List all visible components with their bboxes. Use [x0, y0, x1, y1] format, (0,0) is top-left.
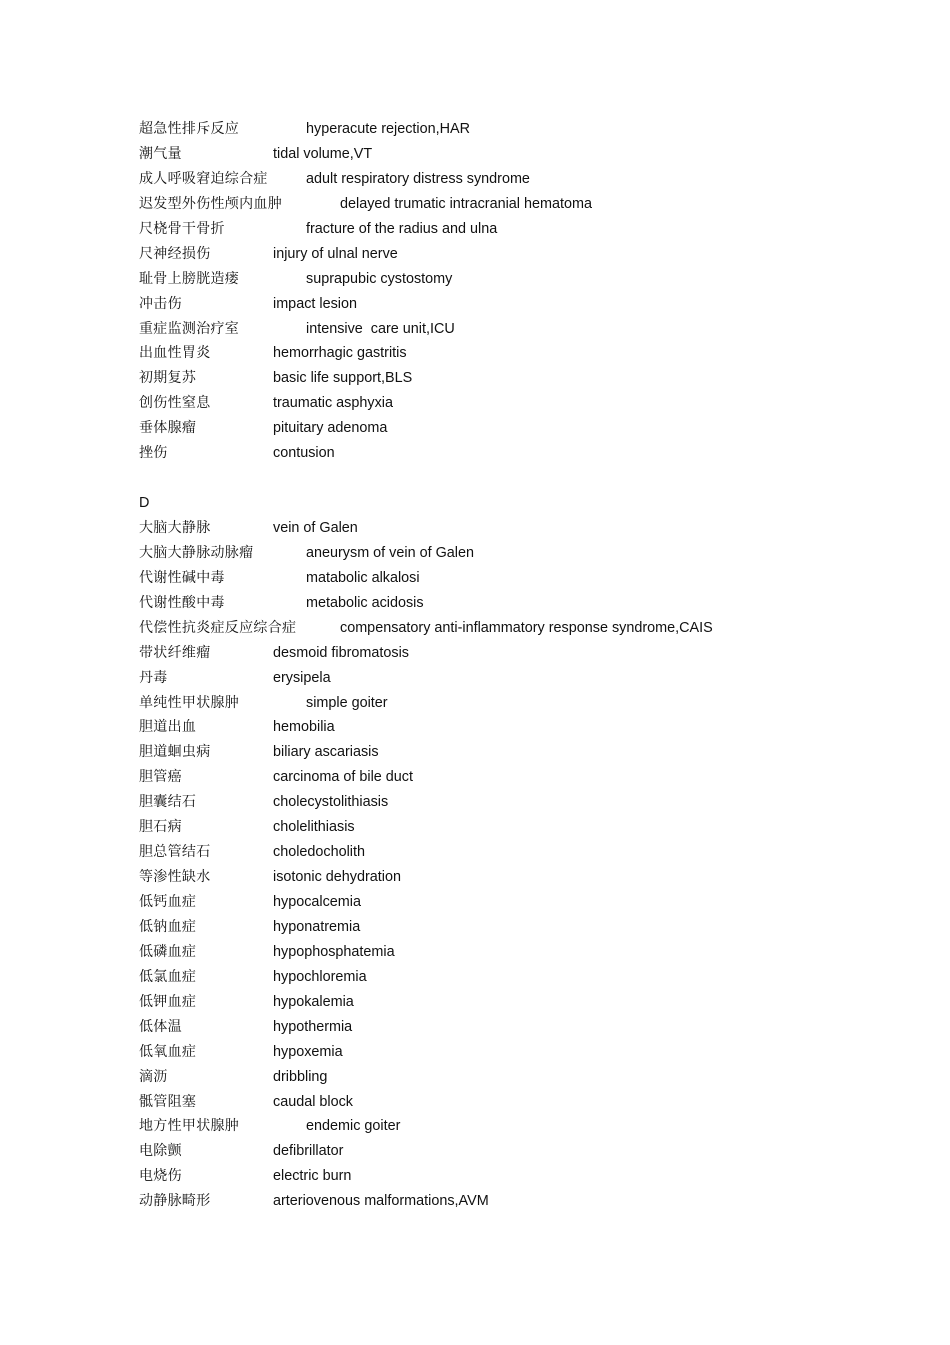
english-term: hypochloremia: [273, 968, 367, 985]
english-term: desmoid fibromatosis: [273, 644, 409, 661]
english-term: hypophosphatemia: [273, 943, 395, 960]
chinese-term: 胆囊结石: [139, 794, 197, 811]
english-term: tidal volume,VT: [273, 145, 373, 162]
glossary-entry: [139, 1114, 839, 1139]
glossary-entry: [139, 341, 839, 366]
english-term: caudal block: [273, 1093, 353, 1110]
english-term: arteriovenous malformations,AVM: [273, 1193, 489, 1210]
english-term: hyperacute rejection,HAR: [306, 121, 470, 137]
english-term: delayed trumatic intracranial hematoma: [340, 195, 592, 212]
chinese-term: 尺桡骨干骨折: [139, 220, 225, 237]
english-term: electric burn: [273, 1168, 352, 1185]
chinese-term: 胆道蛔虫病: [139, 744, 211, 761]
glossary-entry: [139, 167, 839, 192]
glossary-entry: [139, 940, 839, 965]
glossary-entry: [139, 790, 839, 815]
english-term: defibrillator: [273, 1143, 344, 1160]
glossary-entry: [139, 192, 839, 217]
glossary-entry: [139, 691, 839, 716]
english-term: hyponatremia: [273, 918, 361, 935]
glossary-entry: [139, 416, 839, 441]
chinese-term: 骶管阻塞: [139, 1093, 197, 1110]
chinese-term: 滴沥: [139, 1068, 168, 1085]
glossary-entry: [139, 267, 839, 292]
glossary-entry: [139, 666, 839, 691]
chinese-term: 低体温: [139, 1018, 182, 1035]
glossary-entry: [139, 242, 839, 267]
glossary-entry: [139, 1164, 839, 1189]
chinese-term: 重症监测治疗室: [139, 320, 240, 337]
chinese-term: 带状纤维瘤: [139, 644, 211, 661]
glossary-entry: [139, 1090, 839, 1115]
english-term: choledocholith: [273, 844, 366, 861]
glossary-entry: [139, 391, 839, 416]
english-term: matabolic alkalosi: [306, 569, 420, 586]
chinese-term: 胆道出血: [139, 719, 197, 736]
glossary-entry: [139, 1065, 839, 1090]
english-term: erysipela: [273, 669, 331, 686]
english-term: compensatory anti-inflammatory response syndrome,CAIS: [340, 619, 713, 636]
glossary-entry: [139, 890, 839, 915]
glossary-entry: [139, 990, 839, 1015]
glossary-entry: [139, 765, 839, 790]
chinese-term: 低氯血症: [139, 968, 197, 985]
glossary-section-d: [139, 491, 839, 1214]
chinese-term: 冲击伤: [139, 295, 182, 312]
english-term: fracture of the radius and ulna: [306, 220, 498, 237]
glossary-entry: [139, 840, 839, 865]
english-term: aneurysm of vein of Galen: [306, 544, 474, 561]
chinese-term: 动静脉畸形: [139, 1193, 211, 1210]
glossary-section-c: [139, 117, 839, 466]
chinese-term: 低氧血症: [139, 1043, 197, 1060]
glossary-entry: [139, 317, 839, 342]
chinese-term: 低钙血症: [139, 894, 197, 910]
english-term: hypothermia: [273, 1018, 353, 1035]
english-term: suprapubic cystostomy: [306, 270, 453, 287]
chinese-term: 胆总管结石: [139, 844, 211, 861]
chinese-term: 等渗性缺水: [139, 869, 211, 886]
english-term: hypokalemia: [273, 993, 354, 1010]
glossary-entry: [139, 965, 839, 990]
chinese-term: 地方性甲状腺肿: [139, 1118, 240, 1135]
english-term: vein of Galen: [273, 519, 358, 536]
chinese-term: 单纯性甲状腺肿: [139, 694, 240, 711]
english-term: cholelithiasis: [273, 819, 355, 836]
glossary-entry: [139, 740, 839, 765]
glossary-entry: [139, 915, 839, 940]
chinese-term: 尺神经损伤: [139, 245, 211, 262]
chinese-term: 丹毒: [139, 669, 168, 686]
glossary-entry: [139, 1015, 839, 1040]
english-term: cholecystolithiasis: [273, 794, 389, 811]
glossary-entry: [139, 616, 839, 641]
chinese-term: 电除颤: [139, 1143, 182, 1160]
english-term: hemorrhagic gastritis: [273, 345, 407, 362]
english-term: intensive care unit,ICU: [306, 320, 455, 337]
glossary-entry: [139, 541, 839, 566]
chinese-term: 迟发型外伤性颅内血肿: [139, 195, 282, 212]
chinese-term: 潮气量: [139, 145, 182, 162]
chinese-term: 超急性排斥反应: [139, 121, 240, 137]
chinese-term: 创伤性窒息: [139, 395, 211, 412]
chinese-term: 垂体腺瘤: [139, 420, 197, 437]
english-term: traumatic asphyxia: [273, 395, 393, 412]
glossary-entry: [139, 217, 839, 242]
chinese-term: 挫伤: [139, 445, 168, 462]
english-term: metabolic acidosis: [306, 594, 424, 611]
english-term: pituitary adenoma: [273, 420, 388, 437]
english-term: adult respiratory distress syndrome: [306, 170, 530, 187]
chinese-term: 初期复苏: [139, 370, 197, 387]
chinese-term: 成人呼吸窘迫综合症: [139, 170, 268, 187]
glossary-entry: [139, 142, 839, 167]
chinese-term: 耻骨上膀胱造瘘: [139, 270, 240, 287]
glossary-entry: [139, 591, 839, 616]
english-term: contusion: [273, 445, 335, 462]
glossary-entry: [139, 366, 839, 391]
english-term: dribbling: [273, 1068, 328, 1085]
chinese-term: 代偿性抗炎症反应综合症: [139, 619, 297, 636]
chinese-term: 低钾血症: [139, 993, 197, 1010]
chinese-term: 胆管癌: [139, 769, 182, 786]
glossary-entry: [139, 641, 839, 666]
glossary-entry: [139, 865, 839, 890]
english-term: impact lesion: [273, 295, 357, 312]
glossary-entry: [139, 117, 839, 142]
glossary-entry: [139, 566, 839, 591]
glossary-entry: [139, 1040, 839, 1065]
section-letter-heading: D: [139, 495, 150, 511]
glossary-entry: [139, 516, 839, 541]
english-term: hypoxemia: [273, 1043, 343, 1060]
chinese-term: 出血性胃炎: [139, 345, 211, 362]
english-term: simple goiter: [306, 694, 388, 711]
english-term: injury of ulnal nerve: [273, 245, 398, 262]
chinese-term: 电烧伤: [139, 1168, 182, 1185]
english-term: hypocalcemia: [273, 894, 361, 910]
english-term: basic life support,BLS: [273, 370, 413, 387]
chinese-term: 低钠血症: [139, 918, 197, 935]
chinese-term: 大脑大静脉: [139, 519, 211, 536]
glossary-entry: [139, 815, 839, 840]
english-term: isotonic dehydration: [273, 869, 401, 886]
english-term: biliary ascariasis: [273, 744, 379, 761]
glossary-entry: [139, 1139, 839, 1164]
glossary-entry: [139, 441, 839, 466]
chinese-term: 代谢性酸中毒: [139, 594, 225, 611]
chinese-term: 胆石病: [139, 819, 182, 836]
chinese-term: 大脑大静脉动脉瘤: [139, 544, 254, 561]
chinese-term: 代谢性碱中毒: [139, 569, 225, 586]
english-term: hemobilia: [273, 719, 335, 736]
english-term: endemic goiter: [306, 1118, 401, 1135]
chinese-term: 低磷血症: [139, 943, 197, 960]
glossary-entry: [139, 292, 839, 317]
glossary-entry: [139, 715, 839, 740]
glossary-entry: [139, 1189, 839, 1214]
english-term: carcinoma of bile duct: [273, 769, 413, 786]
